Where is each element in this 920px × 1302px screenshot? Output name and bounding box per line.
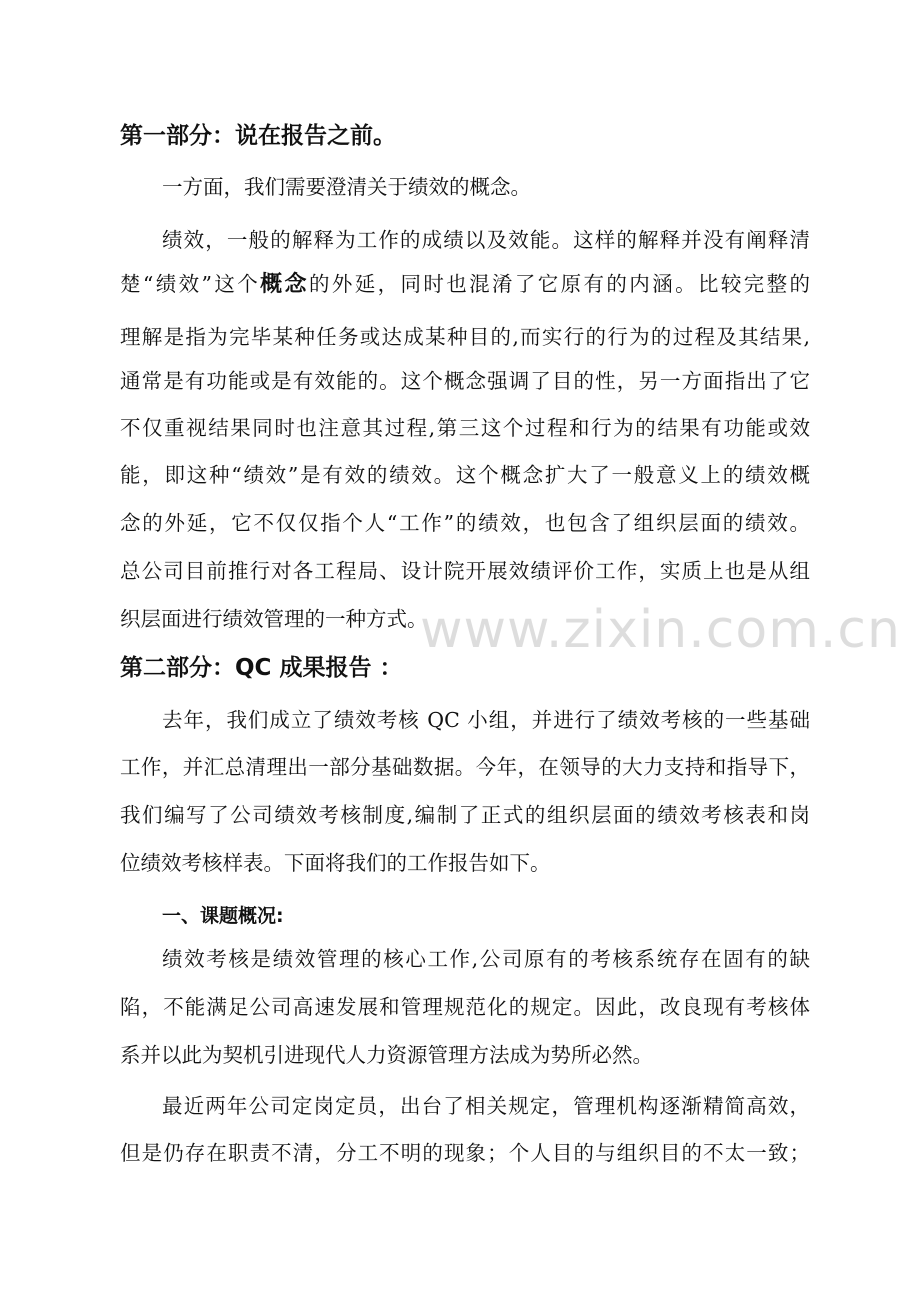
- paragraph-line: 绩效考核是绩效管理的核心工作,公司原有的考核系统存在固有的缺: [162, 947, 810, 971]
- paragraph-line-with-emphasis: [120, 269, 810, 300]
- paragraph-line: 不仅重视结果同时也注意其过程,第三这个过程和行为的结果有功能或效: [120, 416, 810, 440]
- paragraph-line: 理解是指为完毕某种任务或达成某种目的,而实行的行为的过程及其结果,: [120, 325, 810, 349]
- paragraph-line: 能，即这种“绩效”是有效的绩效。这个概念扩大了一般意义上的绩效概: [120, 463, 810, 487]
- paragraph-line: 但是仍存在职责不清，分工不明的现象；个人目的与组织目的不太一致；: [120, 1141, 810, 1165]
- paragraph-line: 我们编写了公司绩效考核制度,编制了正式的组织层面的绩效考核表和岗: [120, 803, 810, 827]
- paragraph-line: 绩效，一般的解释为工作的成绩以及效能。这样的解释并没有阐释清: [162, 228, 810, 252]
- paragraph-line: 陷，不能满足公司高速发展和管理规范化的规定。因此，改良现有考核体: [120, 995, 810, 1019]
- section1-heading: 第一部分：说在报告之前。: [120, 123, 396, 149]
- paragraph-line: 系并以此为契机引进现代人力资源管理方法成为势所必然。: [120, 1043, 653, 1067]
- paragraph-line: 位绩效考核样表。下面将我们的工作报告如下。: [120, 851, 551, 875]
- subsection-heading: 一、课题概况:: [162, 905, 284, 927]
- paragraph-line: 去年，我们成立了绩效考核 QC 小组，并进行了绩效考核的一些基础: [162, 708, 810, 732]
- paragraph-line: 最近两年公司定岗定员，出台了相关规定，管理机构逐渐精简高效，: [162, 1094, 810, 1118]
- watermark: www.zixin.com.cn: [420, 600, 901, 660]
- paragraph-line: 念的外延，它不仅仅指个人“工作”的绩效，也包含了组织层面的绩效。: [120, 511, 810, 535]
- line-suffix: 的外延，同时也混淆了它原有的内涵。比较完整的: [308, 272, 810, 296]
- paragraph-line: 通常是有功能或是有效能的。这个概念强调了目的性，另一方面指出了它: [120, 369, 810, 393]
- paragraph-line: 织层面进行绩效管理的一种方式。: [120, 607, 428, 631]
- line-prefix: 楚“绩效”这个: [120, 272, 261, 296]
- paragraph-line: 一方面，我们需要澄清关于绩效的概念。: [162, 175, 531, 199]
- section2-heading: 第二部分：QC 成果报告 ：: [120, 655, 403, 681]
- emphasized-word: 概念: [260, 272, 309, 297]
- paragraph-line: 工作，并汇总清理出一部分基础数据。今年，在领导的大力支持和指导下，: [120, 755, 810, 779]
- paragraph-line: 总公司目前推行对各工程局、设计院开展效绩评价工作，实质上也是从组: [120, 559, 810, 583]
